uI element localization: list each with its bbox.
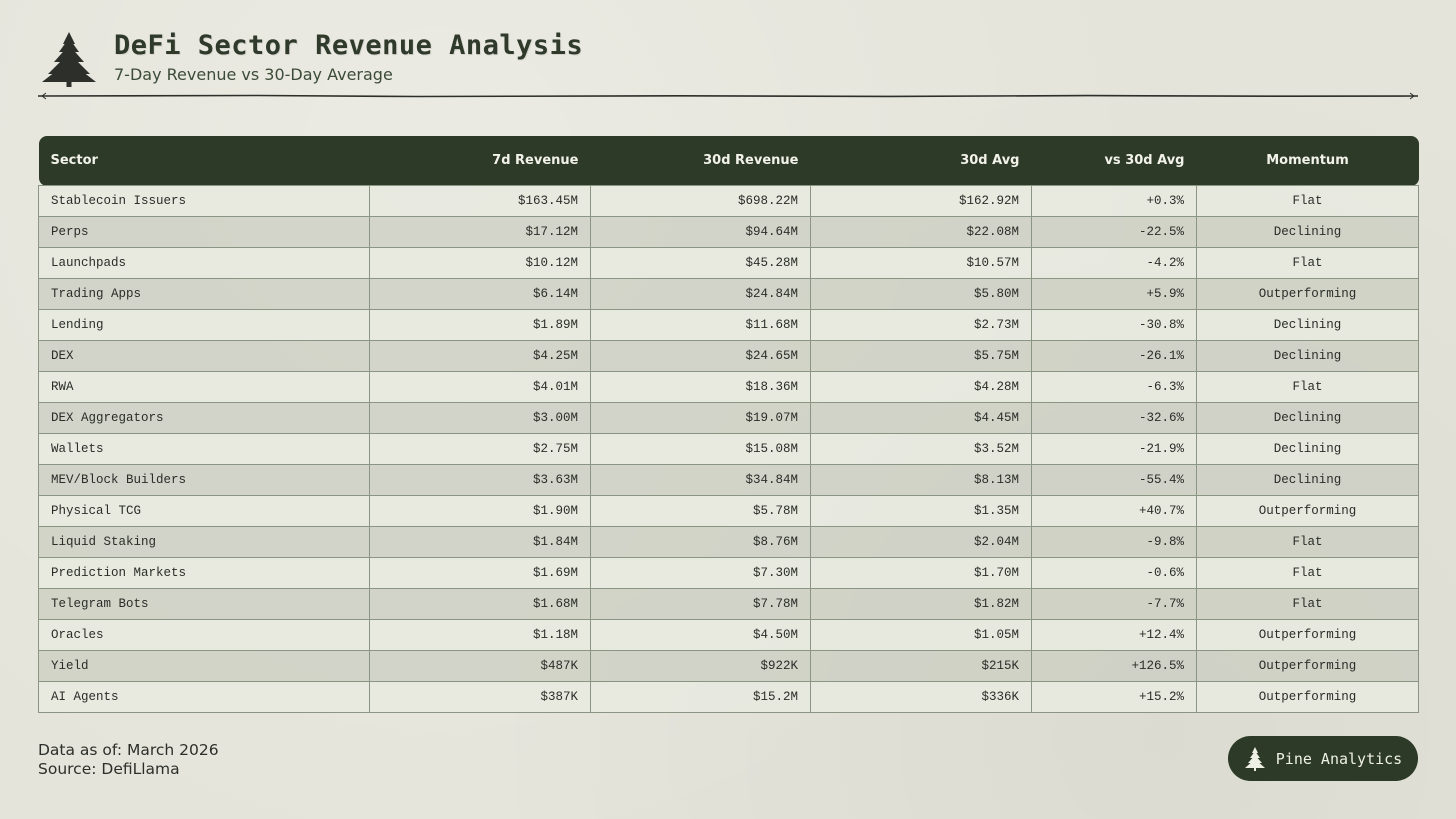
- cell-7d-revenue: $1.84M: [370, 527, 591, 558]
- cell-vs-30d-avg: +40.7%: [1032, 496, 1197, 527]
- cell-30d-avg: $5.75M: [811, 341, 1032, 372]
- column-header-sector: Sector: [39, 136, 370, 186]
- cell-7d-revenue: $387K: [370, 682, 591, 713]
- cell-momentum: Outperforming: [1197, 651, 1419, 682]
- cell-sector: AI Agents: [39, 682, 370, 713]
- cell-30d-avg: $10.57M: [811, 248, 1032, 279]
- cell-30d-avg: $1.05M: [811, 620, 1032, 651]
- cell-30d-avg: $3.52M: [811, 434, 1032, 465]
- cell-30d-avg: $336K: [811, 682, 1032, 713]
- cell-momentum: Declining: [1197, 403, 1419, 434]
- cell-30d-avg: $22.08M: [811, 217, 1032, 248]
- cell-30d-revenue: $34.84M: [591, 465, 811, 496]
- cell-vs-30d-avg: +5.9%: [1032, 279, 1197, 310]
- cell-momentum: Flat: [1197, 186, 1419, 217]
- cell-30d-avg: $1.35M: [811, 496, 1032, 527]
- cell-vs-30d-avg: -32.6%: [1032, 403, 1197, 434]
- cell-sector: Lending: [39, 310, 370, 341]
- column-header-30d-avg: 30d Avg: [811, 136, 1032, 186]
- table-row: [39, 465, 1419, 496]
- cell-30d-avg: $2.73M: [811, 310, 1032, 341]
- cell-sector: Oracles: [39, 620, 370, 651]
- cell-sector: MEV/Block Builders: [39, 465, 370, 496]
- cell-vs-30d-avg: -9.8%: [1032, 527, 1197, 558]
- cell-30d-avg: $1.70M: [811, 558, 1032, 589]
- cell-30d-revenue: $18.36M: [591, 372, 811, 403]
- data-date: Data as of: March 2026: [38, 741, 219, 759]
- page-title: DeFi Sector Revenue Analysis: [114, 30, 584, 61]
- cell-30d-revenue: $45.28M: [591, 248, 811, 279]
- cell-30d-revenue: $24.84M: [591, 279, 811, 310]
- cell-30d-avg: $4.45M: [811, 403, 1032, 434]
- cell-sector: Physical TCG: [39, 496, 370, 527]
- cell-30d-revenue: $7.78M: [591, 589, 811, 620]
- table-row: [39, 589, 1419, 620]
- cell-sector: Liquid Staking: [39, 527, 370, 558]
- cell-sector: RWA: [39, 372, 370, 403]
- cell-vs-30d-avg: +0.3%: [1032, 186, 1197, 217]
- cell-sector: Telegram Bots: [39, 589, 370, 620]
- cell-30d-avg: $2.04M: [811, 527, 1032, 558]
- cell-sector: Yield: [39, 651, 370, 682]
- brand-label: Pine Analytics: [1275, 749, 1403, 768]
- cell-momentum: Outperforming: [1197, 682, 1419, 713]
- table-row: [39, 527, 1419, 558]
- revenue-table: [38, 136, 1418, 713]
- table-row: [39, 434, 1419, 465]
- cell-30d-avg: $5.80M: [811, 279, 1032, 310]
- cell-30d-avg: $215K: [811, 651, 1032, 682]
- cell-momentum: Declining: [1197, 217, 1419, 248]
- cell-30d-revenue: $15.2M: [591, 682, 811, 713]
- cell-momentum: Flat: [1197, 248, 1419, 279]
- cell-sector: Stablecoin Issuers: [39, 186, 370, 217]
- cell-7d-revenue: $3.00M: [370, 403, 591, 434]
- cell-7d-revenue: $163.45M: [370, 186, 591, 217]
- cell-30d-avg: $1.82M: [811, 589, 1032, 620]
- table-row: [39, 341, 1419, 372]
- page-subtitle: 7-Day Revenue vs 30-Day Average: [114, 65, 393, 84]
- column-header-30d-revenue: 30d Revenue: [591, 136, 811, 186]
- cell-30d-revenue: $11.68M: [591, 310, 811, 341]
- cell-7d-revenue: $3.63M: [370, 465, 591, 496]
- cell-sector: Perps: [39, 217, 370, 248]
- cell-30d-revenue: $5.78M: [591, 496, 811, 527]
- cell-7d-revenue: $6.14M: [370, 279, 591, 310]
- column-header-momentum: Momentum: [1197, 136, 1419, 186]
- cell-30d-revenue: $94.64M: [591, 217, 811, 248]
- cell-vs-30d-avg: +15.2%: [1032, 682, 1197, 713]
- table-row: [39, 620, 1419, 651]
- cell-vs-30d-avg: -30.8%: [1032, 310, 1197, 341]
- cell-7d-revenue: $4.01M: [370, 372, 591, 403]
- cell-7d-revenue: $1.69M: [370, 558, 591, 589]
- cell-momentum: Outperforming: [1197, 496, 1419, 527]
- cell-7d-revenue: $1.90M: [370, 496, 591, 527]
- table-row: [39, 558, 1419, 589]
- column-header-7d-revenue: 7d Revenue: [370, 136, 591, 186]
- table-body: [39, 186, 1419, 713]
- cell-sector: DEX Aggregators: [39, 403, 370, 434]
- cell-momentum: Flat: [1197, 558, 1419, 589]
- cell-vs-30d-avg: +12.4%: [1032, 620, 1197, 651]
- cell-momentum: Flat: [1197, 589, 1419, 620]
- table-row: [39, 310, 1419, 341]
- cell-momentum: Declining: [1197, 310, 1419, 341]
- pine-tree-icon: [40, 30, 98, 88]
- cell-30d-revenue: $19.07M: [591, 403, 811, 434]
- brand-badge: [1228, 736, 1418, 781]
- cell-30d-avg: $8.13M: [811, 465, 1032, 496]
- cell-momentum: Declining: [1197, 465, 1419, 496]
- cell-sector: DEX: [39, 341, 370, 372]
- cell-momentum: Declining: [1197, 434, 1419, 465]
- cell-vs-30d-avg: -22.5%: [1032, 217, 1197, 248]
- table-row: [39, 248, 1419, 279]
- cell-30d-revenue: $7.30M: [591, 558, 811, 589]
- cell-vs-30d-avg: -55.4%: [1032, 465, 1197, 496]
- cell-7d-revenue: $487K: [370, 651, 591, 682]
- cell-sector: Trading Apps: [39, 279, 370, 310]
- cell-vs-30d-avg: -26.1%: [1032, 341, 1197, 372]
- cell-momentum: Flat: [1197, 372, 1419, 403]
- pine-tree-icon: [1244, 746, 1266, 772]
- cell-sector: Wallets: [39, 434, 370, 465]
- cell-vs-30d-avg: -0.6%: [1032, 558, 1197, 589]
- cell-30d-revenue: $8.76M: [591, 527, 811, 558]
- table-row: [39, 496, 1419, 527]
- column-header-vs-30d-avg: vs 30d Avg: [1032, 136, 1197, 186]
- table-row: [39, 279, 1419, 310]
- cell-30d-revenue: $24.65M: [591, 341, 811, 372]
- cell-vs-30d-avg: -21.9%: [1032, 434, 1197, 465]
- cell-sector: Launchpads: [39, 248, 370, 279]
- data-source: Source: DefiLlama: [38, 760, 180, 778]
- table-row: [39, 372, 1419, 403]
- cell-vs-30d-avg: -4.2%: [1032, 248, 1197, 279]
- cell-7d-revenue: $1.18M: [370, 620, 591, 651]
- table-header-row: [39, 136, 1419, 186]
- cell-vs-30d-avg: +126.5%: [1032, 651, 1197, 682]
- cell-momentum: Outperforming: [1197, 620, 1419, 651]
- cell-30d-revenue: $922K: [591, 651, 811, 682]
- cell-sector: Prediction Markets: [39, 558, 370, 589]
- cell-vs-30d-avg: -6.3%: [1032, 372, 1197, 403]
- cell-30d-avg: $4.28M: [811, 372, 1032, 403]
- cell-7d-revenue: $10.12M: [370, 248, 591, 279]
- cell-30d-revenue: $698.22M: [591, 186, 811, 217]
- cell-7d-revenue: $17.12M: [370, 217, 591, 248]
- header-divider: [38, 90, 1418, 102]
- table-row: [39, 403, 1419, 434]
- cell-7d-revenue: $1.89M: [370, 310, 591, 341]
- cell-momentum: Flat: [1197, 527, 1419, 558]
- table-row: [39, 682, 1419, 713]
- cell-momentum: Declining: [1197, 341, 1419, 372]
- cell-momentum: Outperforming: [1197, 279, 1419, 310]
- cell-7d-revenue: $4.25M: [370, 341, 591, 372]
- cell-vs-30d-avg: -7.7%: [1032, 589, 1197, 620]
- table-row: [39, 217, 1419, 248]
- cell-7d-revenue: $2.75M: [370, 434, 591, 465]
- footer: [38, 741, 219, 779]
- table-row: [39, 651, 1419, 682]
- cell-30d-revenue: $15.08M: [591, 434, 811, 465]
- cell-30d-avg: $162.92M: [811, 186, 1032, 217]
- cell-30d-revenue: $4.50M: [591, 620, 811, 651]
- cell-7d-revenue: $1.68M: [370, 589, 591, 620]
- table-row: [39, 186, 1419, 217]
